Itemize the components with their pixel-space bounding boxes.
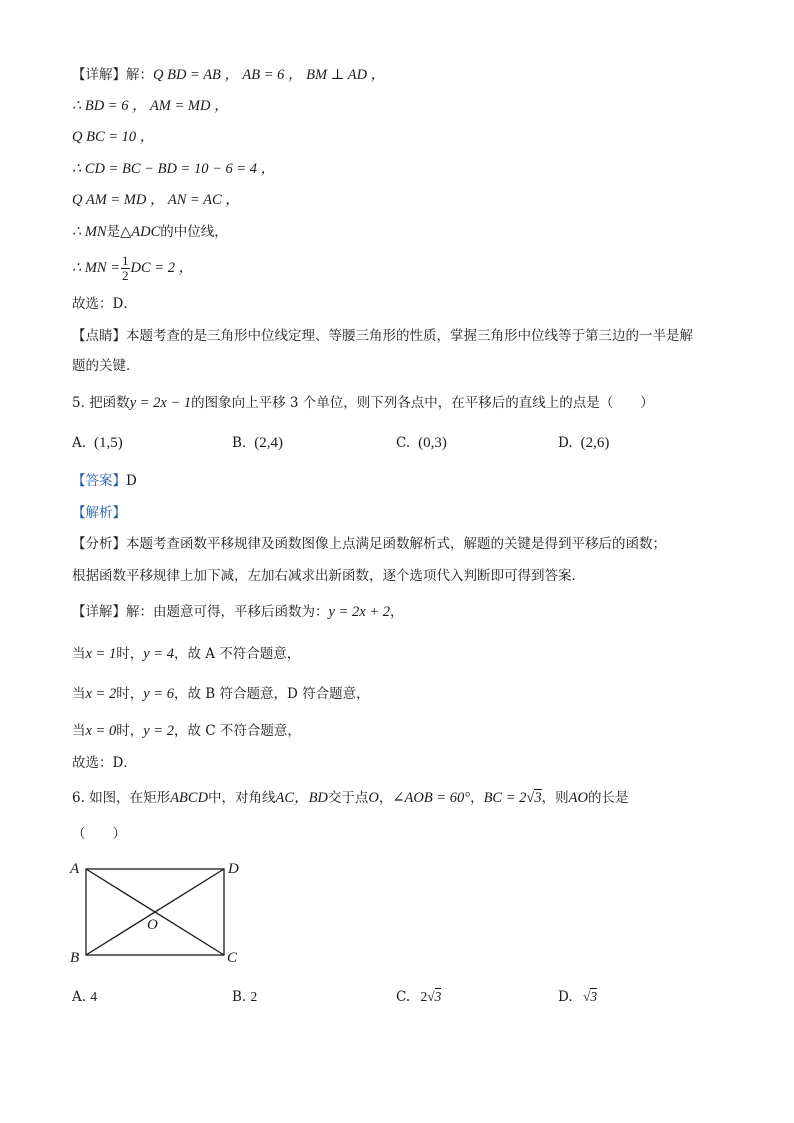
sol4-line-7: ∴ MN = $\frac{1}{2}$ DC = 2 ，: [72, 253, 194, 283]
sqrt-icon: √: [427, 989, 435, 1004]
q5-case-3: 当x = 0时，y = 2，故 C 不符合题意，: [72, 723, 301, 739]
q6-option-a[interactable]: A. 4: [72, 989, 98, 1005]
label-o: O: [147, 917, 158, 933]
xiangjie-tag: 【详解】: [72, 67, 126, 83]
sol4-line-2: ∴ BD = 6 ， AM = MD ，: [72, 98, 229, 114]
label-a: A: [70, 861, 80, 877]
xiangjie-tag: 【详解】: [72, 604, 126, 620]
q6-paren: （ ）: [72, 826, 126, 842]
sol4-line-5: Q AM = MD ， AN = AC ，: [72, 192, 240, 208]
q6-option-d[interactable]: D. √3: [558, 989, 598, 1005]
q6-option-b[interactable]: B. 2: [232, 989, 258, 1005]
label-c: C: [227, 950, 238, 966]
q6-stem: 6. 如图，在矩形ABCD中，对角线AC，BD交于点O，∠AOB = 60°，BC = 2√3，则AO的长是: [72, 790, 629, 806]
q5-case-2: 当x = 2时，y = 6，故 B 符合题意，D 符合题意，: [72, 686, 370, 702]
sol4-line-4: ∴ CD = BC − BD = 10 − 6 = 4 ，: [72, 161, 276, 177]
rectangle-diagram: [64, 856, 254, 972]
sol4-line-1: 【详解】解：Q BD = AB ， AB = 6 ， BM ⊥ AD ，: [72, 67, 386, 83]
q6-option-c[interactable]: C. 2√3: [396, 989, 442, 1005]
sqrt-icon: √: [526, 790, 535, 806]
sqrt-icon: √: [582, 989, 591, 1004]
label-d: D: [228, 861, 239, 877]
fenxi-line-1: 【分析】本题考查函数平移规律及函数图像上点满足函数解析式，解题的关键是得到平移后的函数；: [72, 536, 666, 552]
answer-tag: 【答案】: [72, 473, 126, 489]
q5-option-c[interactable]: C. (0,3): [396, 435, 447, 451]
q5-xiangjie: 【详解】解：由题意可得，平移后函数为：y = 2x + 2，: [72, 604, 404, 620]
sol4-line-6: ∴ MN是△ADC的中位线，: [72, 224, 228, 240]
dianjing-line-2: 题的关键．: [72, 358, 140, 374]
q5-option-d[interactable]: D. (2,6): [558, 435, 610, 451]
jiexi-tag: 【解析】: [72, 505, 126, 521]
q5-conclusion: 故选：D．: [72, 755, 137, 771]
q5-case-1: 当x = 1时，y = 4，故 A 不符合题意，: [72, 646, 301, 662]
label-b: B: [70, 950, 80, 966]
dianjing-tag: 【点睛】: [72, 328, 126, 344]
q5-option-a[interactable]: A. (1,5): [72, 435, 123, 451]
q5-stem: 5. 把函数y = 2x − 1的图象向上平移 3 个单位，则下列各点中，在平移后的直线上的点是（ ）: [72, 395, 654, 411]
sol4-conclusion: 故选：D．: [72, 296, 137, 312]
sol4-line-3: Q BC = 10 ，: [72, 129, 155, 145]
q5-answer: 【答案】D: [72, 473, 137, 489]
fenxi-line-2: 根据函数平移规律上加下减，左加右减求出新函数，逐个选项代入判断即可得到答案．: [72, 568, 585, 584]
fenxi-tag: 【分析】: [72, 536, 126, 552]
fraction-one-half: $\frac{1}{2}$: [122, 253, 129, 283]
dianjing-line-1: 【点睛】本题考查的是三角形中位线定理、等腰三角形的性质，掌握三角形中位线等于第三边的一半是解: [72, 328, 693, 344]
q5-option-b[interactable]: B. (2,4): [232, 435, 283, 451]
